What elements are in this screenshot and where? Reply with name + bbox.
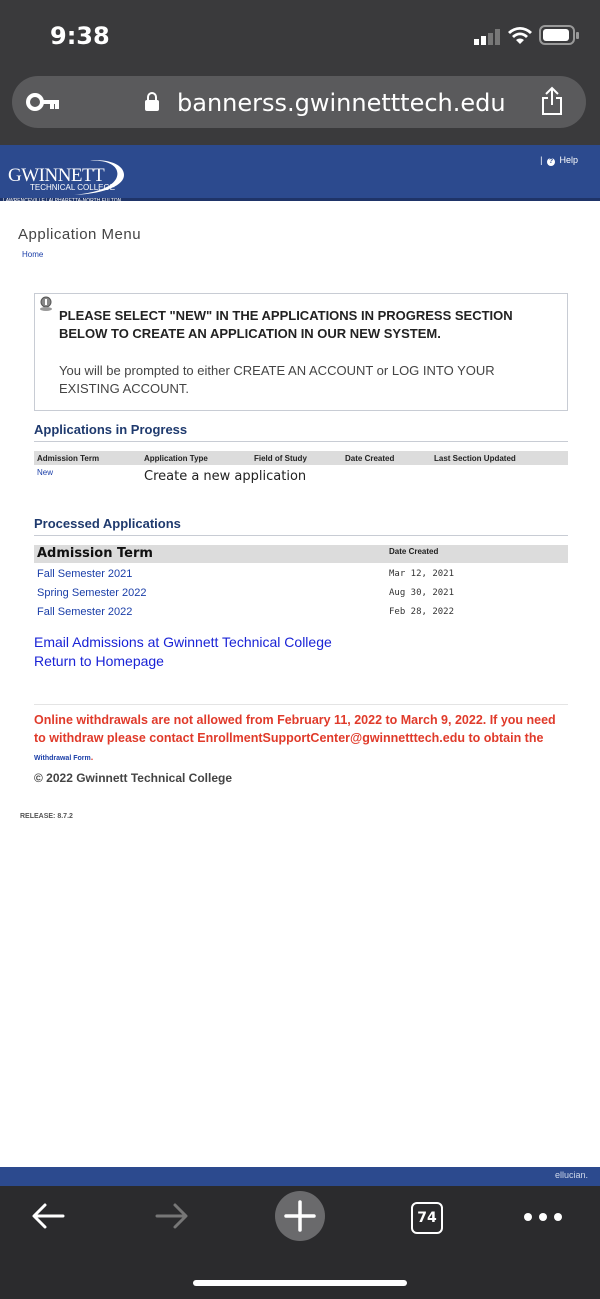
col-admission-term: Admission Term: [37, 454, 100, 463]
back-arrow-icon[interactable]: [30, 1202, 66, 1230]
divider: [34, 704, 568, 705]
application-type: Create a new application: [144, 469, 307, 484]
share-icon[interactable]: [540, 86, 564, 116]
forward-arrow-icon[interactable]: [154, 1202, 190, 1230]
header-stripe: [0, 201, 600, 205]
col-field-of-study: Field of Study: [254, 454, 307, 463]
in-progress-table-header: [34, 451, 568, 465]
copyright: © 2022 Gwinnett Technical College: [34, 771, 233, 785]
home-indicator[interactable]: [193, 1280, 407, 1286]
new-application-link[interactable]: New: [37, 468, 54, 477]
email-admissions-link[interactable]: Email Admissions at Gwinnett Technical College: [34, 634, 332, 650]
divider: [34, 441, 568, 442]
processed-date: Mar 12, 2021: [389, 569, 455, 579]
col-date-created: Date Created: [389, 547, 439, 556]
url-text[interactable]: bannerss.gwinnetttech.edu: [177, 89, 506, 117]
status-time: 9:38: [50, 22, 110, 50]
more-menu-icon[interactable]: [523, 1212, 563, 1222]
page-title: Application Menu: [18, 226, 142, 243]
withdrawal-form-link[interactable]: Withdrawal Form: [34, 755, 91, 762]
breadcrumb-home[interactable]: Home: [22, 250, 44, 259]
return-homepage-link[interactable]: Return to Homepage: [34, 653, 164, 669]
help-separator: |: [540, 155, 543, 165]
notice-body: You will be prompted to either CREATE AN ACCOUNT or LOG INTO YOUR EXISTING ACCOUNT.: [59, 363, 495, 396]
logo-wordmark[interactable]: GWINNETT: [8, 165, 105, 186]
withdrawal-notice-end: .: [90, 752, 94, 762]
table-row: [34, 604, 568, 622]
processed-title: Processed Applications: [34, 516, 181, 531]
logo-subtitle: TECHNICAL COLLEGE: [30, 183, 116, 192]
processed-date: Feb 28, 2022: [389, 607, 455, 617]
release-version: RELEASE: 8.7.2: [20, 813, 73, 820]
help-link[interactable]: [540, 155, 578, 166]
info-icon: [38, 296, 54, 312]
site-footer: [0, 1167, 600, 1186]
help-icon: ?: [548, 158, 554, 165]
processed-date: Aug 30, 2021: [389, 588, 455, 598]
wifi-icon: [507, 25, 533, 45]
withdrawal-notice: [34, 711, 566, 768]
table-row: [34, 585, 568, 603]
tabs-button[interactable]: 74: [411, 1202, 443, 1234]
col-admission-term: Admission Term: [37, 546, 153, 561]
divider: [34, 535, 568, 536]
processed-term-link[interactable]: Fall Semester 2021: [37, 568, 133, 580]
new-tab-plus-icon[interactable]: [274, 1190, 326, 1242]
status-bar: [0, 0, 600, 72]
help-label: Help: [559, 155, 578, 165]
address-bar[interactable]: [12, 76, 586, 128]
browser-toolbar: [0, 72, 600, 145]
col-application-type: Application Type: [144, 454, 208, 463]
lock-icon: [144, 90, 160, 112]
table-row: [34, 466, 568, 490]
battery-icon: [539, 24, 579, 46]
signal-icon: [474, 29, 502, 45]
table-row: [34, 566, 568, 584]
key-icon[interactable]: [26, 92, 60, 112]
processed-term-link[interactable]: Spring Semester 2022: [37, 587, 147, 599]
withdrawal-notice-text: Online withdrawals are not allowed from February 11, 2022 to March 9, 2022. If you need to withdraw please contact EnrollmentSupportCenter@gwinnetttech.edu to obtain the: [34, 713, 556, 745]
notice-heading: PLEASE SELECT "NEW" IN THE APPLICATIONS IN PROGRESS SECTION BELOW TO CREATE AN APPLICATION IN OUR NEW SYSTEM.: [59, 308, 513, 341]
notice-box: [34, 293, 568, 411]
in-progress-title: Applications in Progress: [34, 422, 188, 437]
col-date-created: Date Created: [345, 454, 395, 463]
processed-term-link[interactable]: Fall Semester 2022: [37, 606, 133, 618]
processed-table-header: [34, 545, 568, 563]
col-last-section-updated: Last Section Updated: [434, 454, 516, 463]
ellucian-logo: ellucian.: [554, 1170, 588, 1180]
